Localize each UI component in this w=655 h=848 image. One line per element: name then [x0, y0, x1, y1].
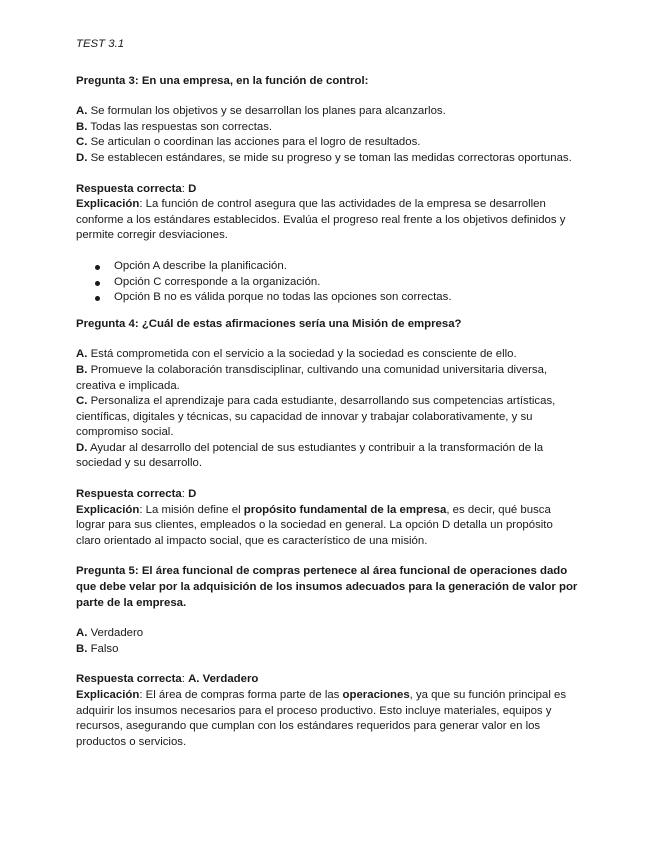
- question-4-options: [76, 347, 579, 472]
- question-3-explanation: Explicación: La función de control asegura que las actividades de la empresa se desarrollen conforme a los estándares establecidos. Evalúa el progreso real frente a los objetivos definidos y permite corregir desviaciones.: [76, 198, 566, 242]
- option-b: B. Promueve la colaboración transdisciplinar, cultivando una comunidad universitaria diversa, creativa e implicada.: [76, 363, 548, 392]
- list-item: Opción C corresponde a la organización.: [114, 275, 579, 291]
- question-5-answer: Respuesta correcta: A. Verdadero: [76, 673, 259, 686]
- option-a: A. Verdadero: [76, 627, 144, 640]
- question-3-title: Pregunta 3: En una empresa, en la función de control:: [76, 74, 369, 87]
- page-header: TEST 3.1: [76, 38, 125, 50]
- option-d: D. Ayudar al desarrollo del potencial de sus estudiantes y contribuir a la transformación de la sociedad y su desarrollo.: [76, 441, 544, 470]
- question-4-answer: Respuesta correcta: D: [76, 488, 197, 501]
- option-b: B. Todas las respuestas son correctas.: [76, 120, 273, 133]
- question-4-explanation: Explicación: La misión define el propósito fundamental de la empresa, es decir, qué busca lograr para sus clientes, empleados o la sociedad en general. La opción D detalla un propósito claro orientado al impacto social, que es característico de una misión.: [76, 503, 553, 547]
- option-a: A. Se formulan los objetivos y se desarrollan los planes para alcanzarlos.: [76, 105, 446, 118]
- question-3-options: [76, 104, 579, 166]
- question-5: [76, 564, 579, 750]
- option-c: C. Se articulan o coordinan las acciones para el logro de resultados.: [76, 136, 421, 149]
- question-3-answer: Respuesta correcta: D: [76, 182, 197, 195]
- question-4: [76, 317, 579, 550]
- option-a: A. Está comprometida con el servicio a la sociedad y la sociedad es consciente de ello.: [76, 348, 517, 361]
- question-4-title: Pregunta 4: ¿Cuál de estas afirmaciones sería una Misión de empresa?: [76, 317, 462, 330]
- list-item: Opción A describe la planificación.: [114, 259, 579, 275]
- list-item: Opción B no es válida porque no todas las opciones son correctas.: [114, 290, 579, 306]
- question-5-options: [76, 626, 579, 657]
- option-c: C. Personaliza el aprendizaje para cada estudiante, desarrollando sus competencias artísticas, científicas, digitales y técnicas, su capacidad de innovar y trabajar colaborativamente, y su compromiso social.: [76, 395, 556, 439]
- option-d: D. Se establecen estándares, se mide su progreso y se toman las medidas correctoras oportunas.: [76, 151, 572, 164]
- option-b: B. Falso: [76, 642, 119, 655]
- question-3-notes: [76, 259, 579, 306]
- question-5-explanation: Explicación: El área de compras forma parte de las operaciones, ya que su función principal es adquirir los insumos necesarios para el proceso productivo. Esto incluye materiales, equipos y recursos, asegurando que cumplan con los estándares requeridos para generar valor en los productos o servicios.: [76, 689, 567, 748]
- question-3: [76, 74, 579, 306]
- question-5-title: Pregunta 5: El área funcional de compras pertenece al área funcional de operaciones dado que debe velar por la adquisición de los insumos adecuados para la generación de valor por parte de la empresa.: [76, 565, 578, 609]
